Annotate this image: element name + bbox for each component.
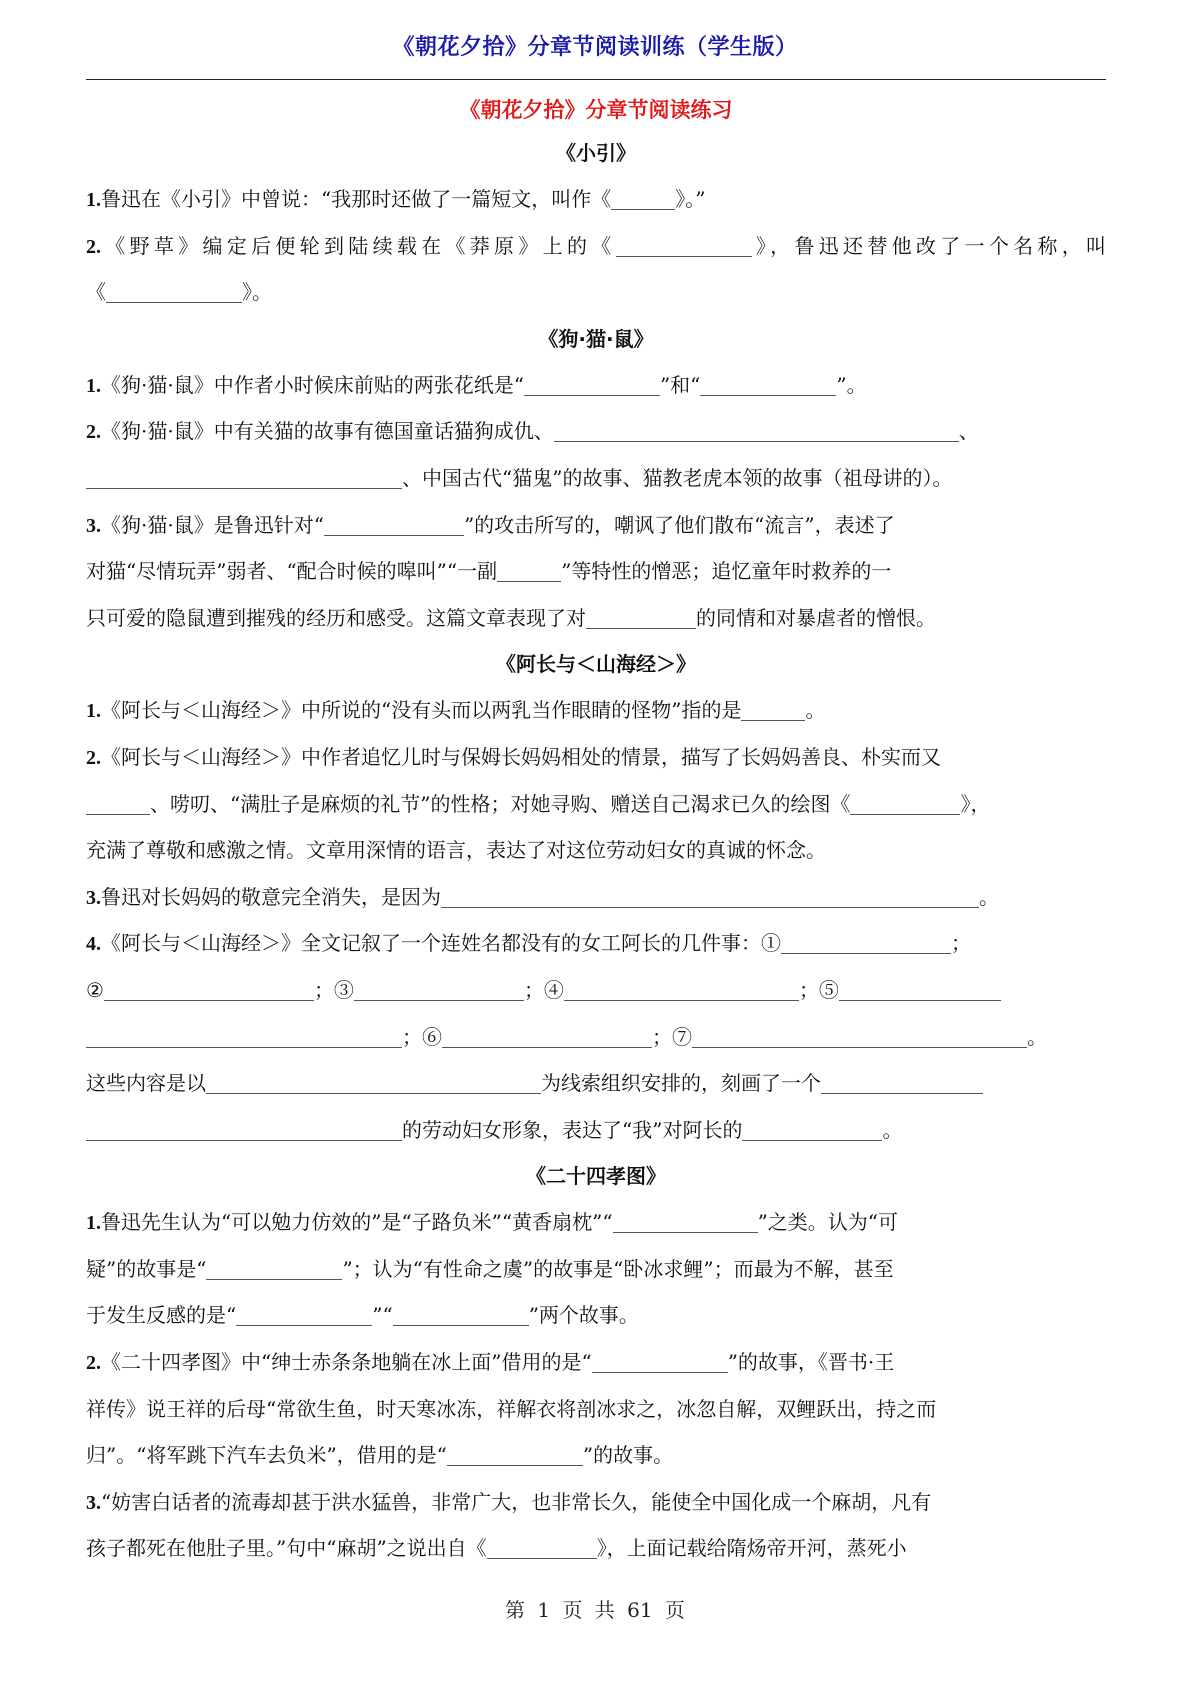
question-text: 》。” — [675, 187, 706, 211]
question-text: 《野草》编定后便轮到陆续载在《莽原》上的《 — [101, 233, 616, 258]
question-line — [86, 1479, 1106, 1526]
answer-blank[interactable] — [447, 1443, 583, 1466]
answer-blank[interactable] — [741, 698, 805, 721]
question-number: 2. — [86, 746, 101, 769]
question-line — [86, 176, 1106, 223]
question-line — [86, 1432, 1106, 1479]
question-text: ”的攻击所写的，嘲讽了他们散布“流言”，表述了 — [463, 512, 895, 537]
question-text: 的劳动妇女形象，表达了“我”对阿长的 — [402, 1117, 743, 1142]
answer-blank[interactable] — [86, 1025, 402, 1048]
question-text: ；⑥ — [402, 1024, 442, 1049]
answer-blank[interactable] — [692, 1025, 1027, 1048]
section-title-a-chang: 《阿长与＜山海经＞》 — [496, 652, 696, 677]
question-line — [86, 734, 1106, 781]
question-line — [86, 1246, 1106, 1293]
answer-blank[interactable] — [742, 1118, 882, 1141]
answer-blank[interactable] — [86, 466, 402, 489]
answer-blank[interactable] — [324, 513, 464, 536]
question-text: 于发生反感的是“ — [86, 1303, 237, 1328]
question-text: ”。 — [836, 372, 867, 397]
question-text: 这些内容是以 — [86, 1071, 206, 1096]
question-line — [86, 781, 1106, 828]
question-line — [86, 967, 1106, 1014]
question-text: 、中国古代“猫鬼”的故事、猫教老虎本领的故事（祖母讲的）。 — [402, 465, 953, 490]
page-number: 第 1 页 共 61 页 — [505, 1598, 685, 1622]
question-line — [86, 1339, 1106, 1386]
section-title-ershisi-xiao: 《二十四孝图》 — [526, 1164, 666, 1189]
question-line — [86, 408, 1106, 455]
question-text: “妨害白话者的流毒却甚于洪水猛兽，非常广大，也非常长久，能使全中国化成一个麻胡，凡有 — [101, 1489, 932, 1514]
question-line — [86, 1060, 1106, 1107]
answer-blank[interactable] — [206, 1071, 541, 1094]
question-line — [86, 269, 1106, 316]
answer-blank[interactable] — [393, 1303, 529, 1326]
question-number: 1. — [86, 189, 101, 211]
question-number: 2. — [86, 1352, 101, 1375]
answer-blank[interactable] — [850, 792, 960, 815]
question-line — [86, 1525, 1106, 1572]
question-text: 《二十四孝图》中“绅士赤条条地躺在冰上面”借用的是“ — [101, 1350, 592, 1375]
question-text: 《阿长与＜山海经＞》中作者追忆儿时与保姆长妈妈相处的情景，描写了长妈妈善良、朴实而又 — [101, 744, 941, 769]
question-text: 》。 — [242, 280, 272, 305]
question-text: 、唠叨、“满肚子是麻烦的礼节”的性格；对她寻购、赠送自己渴求已久的绘图《 — [150, 791, 851, 816]
page-header-title: 《朝花夕拾》分章节阅读训练（学生版） — [392, 35, 798, 60]
question-text: 、 — [958, 419, 979, 444]
answer-blank[interactable] — [564, 978, 799, 1001]
answer-blank[interactable] — [441, 885, 979, 908]
answer-blank[interactable] — [86, 792, 150, 815]
question-text: 》， — [960, 791, 991, 816]
question-number: 1. — [86, 1212, 101, 1235]
question-number: 3. — [86, 514, 101, 537]
question-text: 疑”的故事是“ — [86, 1256, 207, 1281]
question-text: ”两个故事。 — [528, 1303, 639, 1328]
answer-blank[interactable] — [106, 280, 242, 303]
answer-blank[interactable] — [554, 419, 959, 442]
question-number: 1. — [86, 700, 101, 723]
question-text: 。 — [979, 884, 999, 909]
question-text: 鲁迅先生认为“可以勉力仿效的”是“子路负米”“黄香扇枕”“ — [101, 1210, 613, 1235]
question-line — [86, 1199, 1106, 1246]
answer-blank[interactable] — [586, 606, 696, 629]
question-number: 3. — [86, 886, 101, 909]
question-text: ”的故事。 — [582, 1443, 674, 1468]
answer-blank[interactable] — [354, 978, 524, 1001]
question-text: ；⑦ — [652, 1024, 692, 1049]
question-text: ② — [86, 977, 104, 1002]
question-line — [86, 920, 1106, 967]
question-line — [86, 687, 1106, 734]
answer-blank[interactable] — [524, 373, 660, 396]
answer-blank[interactable] — [206, 1257, 342, 1280]
question-text: 《阿长与＜山海经＞》中所说的“没有头而以两乳当作眼睛的怪物”指的是 — [101, 698, 742, 723]
question-line — [86, 595, 1106, 642]
question-line — [86, 548, 1106, 595]
question-line — [86, 1014, 1106, 1061]
question-text: 《 — [86, 280, 106, 305]
answer-blank[interactable] — [86, 1118, 402, 1141]
question-text: 。 — [1027, 1024, 1047, 1049]
question-number: 1. — [86, 374, 101, 397]
question-text: ；④ — [523, 977, 564, 1002]
question-text: ”“ — [372, 1303, 393, 1328]
question-text: 《狗·猫·鼠》中作者小时候床前贴的两张花纸是“ — [101, 372, 524, 397]
answer-blank[interactable] — [700, 373, 836, 396]
question-line — [86, 1386, 1106, 1433]
answer-blank[interactable] — [497, 559, 561, 582]
question-text: 对猫“尽情玩弄”弱者、“配合时候的嗥叫”“一副 — [86, 559, 498, 584]
section-title-gou-mao-shu: 《狗·猫·鼠》 — [538, 326, 654, 351]
question-text: ；⑤ — [798, 977, 839, 1002]
answer-blank[interactable] — [821, 1071, 983, 1094]
question-text: ”之类。认为“可 — [757, 1210, 899, 1235]
answer-blank[interactable] — [442, 1025, 652, 1048]
question-line — [86, 874, 1106, 921]
question-text: 《狗·猫·鼠》中有关猫的故事有德国童话猫狗成仇、 — [101, 419, 554, 444]
question-text: 为线索组织安排的，刻画了一个 — [541, 1071, 821, 1096]
question-text: 孩子都死在他肚子里。”句中“麻胡”之说出自《 — [86, 1536, 487, 1561]
document-title: 《朝花夕拾》分章节阅读练习 — [459, 98, 733, 122]
answer-blank[interactable] — [592, 1350, 728, 1373]
answer-blank[interactable] — [781, 931, 951, 954]
answer-blank[interactable] — [613, 1210, 758, 1233]
question-line — [86, 1107, 1106, 1154]
question-text: 的同情和对暴虐者的憎恨。 — [696, 605, 936, 630]
header-divider — [86, 79, 1106, 80]
question-text: 《狗·猫·鼠》是鲁迅针对“ — [101, 512, 324, 537]
answer-blank[interactable] — [839, 978, 1001, 1001]
question-text: ； — [951, 931, 971, 956]
question-text: 祥传》说王祥的后母“常欲生鱼，时天寒冰冻，祥解衣将剖冰求之，冰忽自解，双鲤跃出，持之而 — [86, 1396, 937, 1421]
answer-blank[interactable] — [236, 1303, 372, 1326]
question-text: ”；认为“有性命之虞”的故事是“卧冰求鲤”；而最为不解，甚至 — [342, 1256, 894, 1281]
question-number: 2. — [86, 421, 101, 444]
question-line — [86, 362, 1106, 409]
question-text: ；③ — [313, 977, 354, 1002]
question-line — [86, 223, 1106, 270]
question-text: ”的故事，《晋书·王 — [727, 1350, 895, 1375]
question-line — [86, 502, 1106, 549]
question-text: 鲁迅在《小引》中曾说：“我那时还做了一篇短文，叫作《 — [101, 187, 612, 211]
question-text: 充满了尊敬和感激之情。文章用深情的语言，表达了对这位劳动妇女的真诚的怀念。 — [86, 838, 826, 863]
question-text: 鲁迅对长妈妈的敬意完全消失，是因为 — [101, 884, 441, 909]
question-line — [86, 827, 1106, 874]
answer-blank[interactable] — [616, 234, 752, 257]
question-text: 。 — [805, 698, 826, 723]
question-text: 《阿长与＜山海经＞》全文记叙了一个连姓名都没有的女工阿长的几件事：① — [101, 931, 781, 956]
question-text: 》，鲁迅还替他改了一个名称，叫 — [751, 233, 1107, 258]
question-text: 》，上面记载给隋炀帝开河，蒸死小 — [596, 1536, 907, 1561]
question-number: 4. — [86, 933, 101, 956]
question-text: ”等特性的憎恶；追忆童年时救养的一 — [561, 559, 892, 584]
answer-blank[interactable] — [611, 187, 675, 210]
answer-blank[interactable] — [487, 1536, 597, 1559]
question-line — [86, 455, 1106, 502]
question-number: 2. — [86, 235, 101, 258]
question-text: 只可爱的隐鼠遭到摧残的经历和感受。这篇文章表现了对 — [86, 605, 586, 630]
section-title-xiaoyin: 《小引》 — [556, 141, 636, 165]
question-text: 归”。“将军跳下汽车去负米”，借用的是“ — [86, 1443, 447, 1468]
answer-blank[interactable] — [104, 978, 314, 1001]
question-number: 3. — [86, 1491, 101, 1514]
question-text: ”和“ — [659, 372, 701, 397]
question-text: 。 — [882, 1117, 903, 1142]
document-body — [86, 90, 1106, 1572]
question-line — [86, 1292, 1106, 1339]
